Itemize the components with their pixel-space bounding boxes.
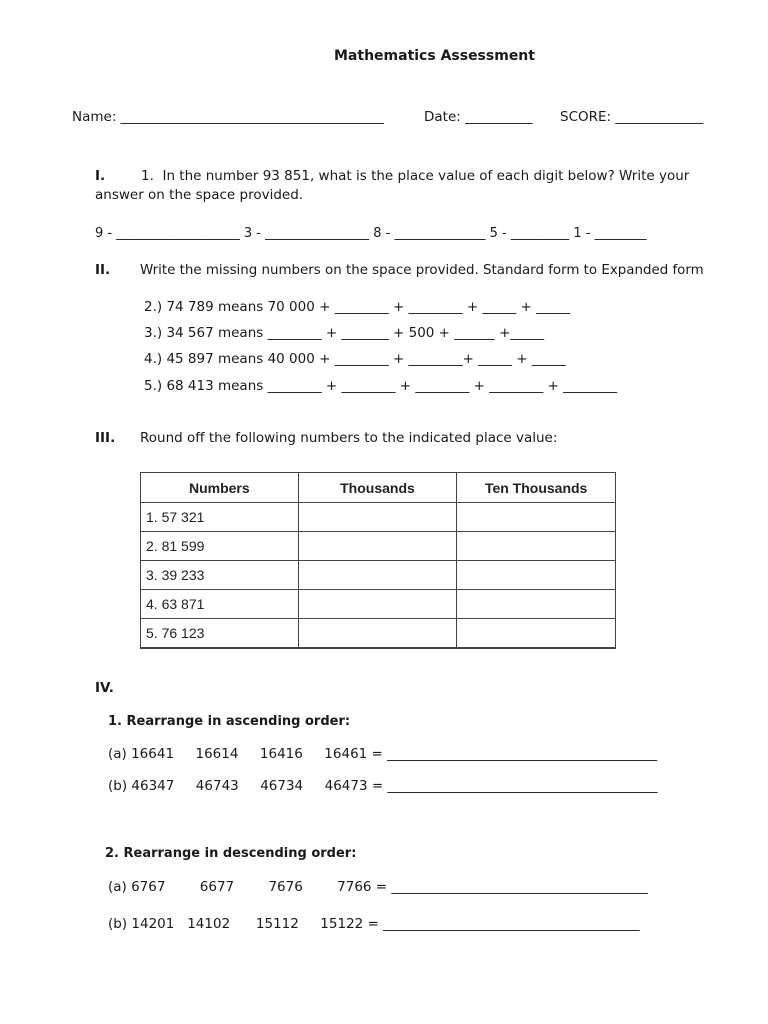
part-1-question-line-1: 1. In the number 93 851, what is the place value of each digit below? Write your	[141, 168, 690, 184]
part-3-numeral: III.	[95, 430, 116, 446]
part-4-numeral: IV.	[95, 680, 114, 696]
descending-heading: 2. Rearrange in descending order:	[105, 846, 357, 861]
thousands-answer-cell[interactable]	[298, 532, 457, 561]
descending-item-b[interactable]: (b) 14201 14102 15112 15122 = ______________________________________	[108, 916, 640, 932]
date-field[interactable]: Date: __________	[424, 109, 533, 125]
column-header-numbers: Numbers	[141, 473, 299, 503]
thousands-answer-cell[interactable]	[298, 619, 457, 649]
expanded-form-item[interactable]: 4.) 45 897 means 40 000 + ________ + ________+ _____ + _____	[144, 351, 566, 367]
ascending-item-b[interactable]: (b) 46347 46743 46734 46473 = ________________________________________	[108, 778, 658, 794]
expanded-form-item[interactable]: 3.) 34 567 means ________ + _______ + 500 + ______ +_____	[144, 325, 545, 341]
table-row	[141, 532, 616, 561]
ten-thousands-answer-cell[interactable]	[457, 503, 616, 532]
column-header-thousands: Thousands	[298, 473, 457, 503]
part-1-question-line-2: answer on the space provided.	[95, 187, 304, 203]
expanded-form-item[interactable]: 5.) 68 413 means ________ + ________ + ________ + ________ + ________	[144, 378, 618, 394]
ten-thousands-answer-cell[interactable]	[457, 532, 616, 561]
number-cell: 2. 81 599	[141, 532, 299, 561]
thousands-answer-cell[interactable]	[298, 590, 457, 619]
rounding-table	[140, 472, 616, 649]
part-2-numeral: II.	[95, 262, 111, 278]
table-header-row	[141, 473, 616, 503]
number-cell: 1. 57 321	[141, 503, 299, 532]
name-field[interactable]: Name: _______________________________________	[72, 109, 384, 125]
table-row	[141, 503, 616, 532]
expanded-form-item[interactable]: 2.) 74 789 means 70 000 + ________ + ________ + _____ + _____	[144, 299, 570, 315]
thousands-answer-cell[interactable]	[298, 503, 457, 532]
table-row	[141, 590, 616, 619]
number-cell: 3. 39 233	[141, 561, 299, 590]
column-header-ten-thousands: Ten Thousands	[457, 473, 616, 503]
part-2-instruction: Write the missing numbers on the space provided. Standard form to Expanded form	[140, 263, 704, 278]
ten-thousands-answer-cell[interactable]	[457, 619, 616, 649]
page-title: Mathematics Assessment	[334, 48, 535, 64]
thousands-answer-cell[interactable]	[298, 561, 457, 590]
table-row	[141, 619, 616, 649]
ascending-heading: 1. Rearrange in ascending order:	[108, 714, 351, 729]
number-cell: 5. 76 123	[141, 619, 299, 649]
part-3-instruction: Round off the following numbers to the indicated place value:	[140, 430, 558, 446]
ten-thousands-answer-cell[interactable]	[457, 561, 616, 590]
ascending-item-a[interactable]: (a) 16641 16614 16416 16461 = ________________________________________	[108, 746, 658, 762]
part-1-numeral: I.	[95, 168, 106, 184]
place-value-blanks[interactable]: 9 - ___________________ 3 - ________________ 8 - ______________ 5 - _________ 1 - ________	[95, 226, 647, 241]
score-field[interactable]: SCORE: _____________	[560, 109, 704, 125]
table-row	[141, 561, 616, 590]
number-cell: 4. 63 871	[141, 590, 299, 619]
ten-thousands-answer-cell[interactable]	[457, 590, 616, 619]
descending-item-a[interactable]: (a) 6767 6677 7676 7766 = ______________________________________	[108, 879, 648, 895]
